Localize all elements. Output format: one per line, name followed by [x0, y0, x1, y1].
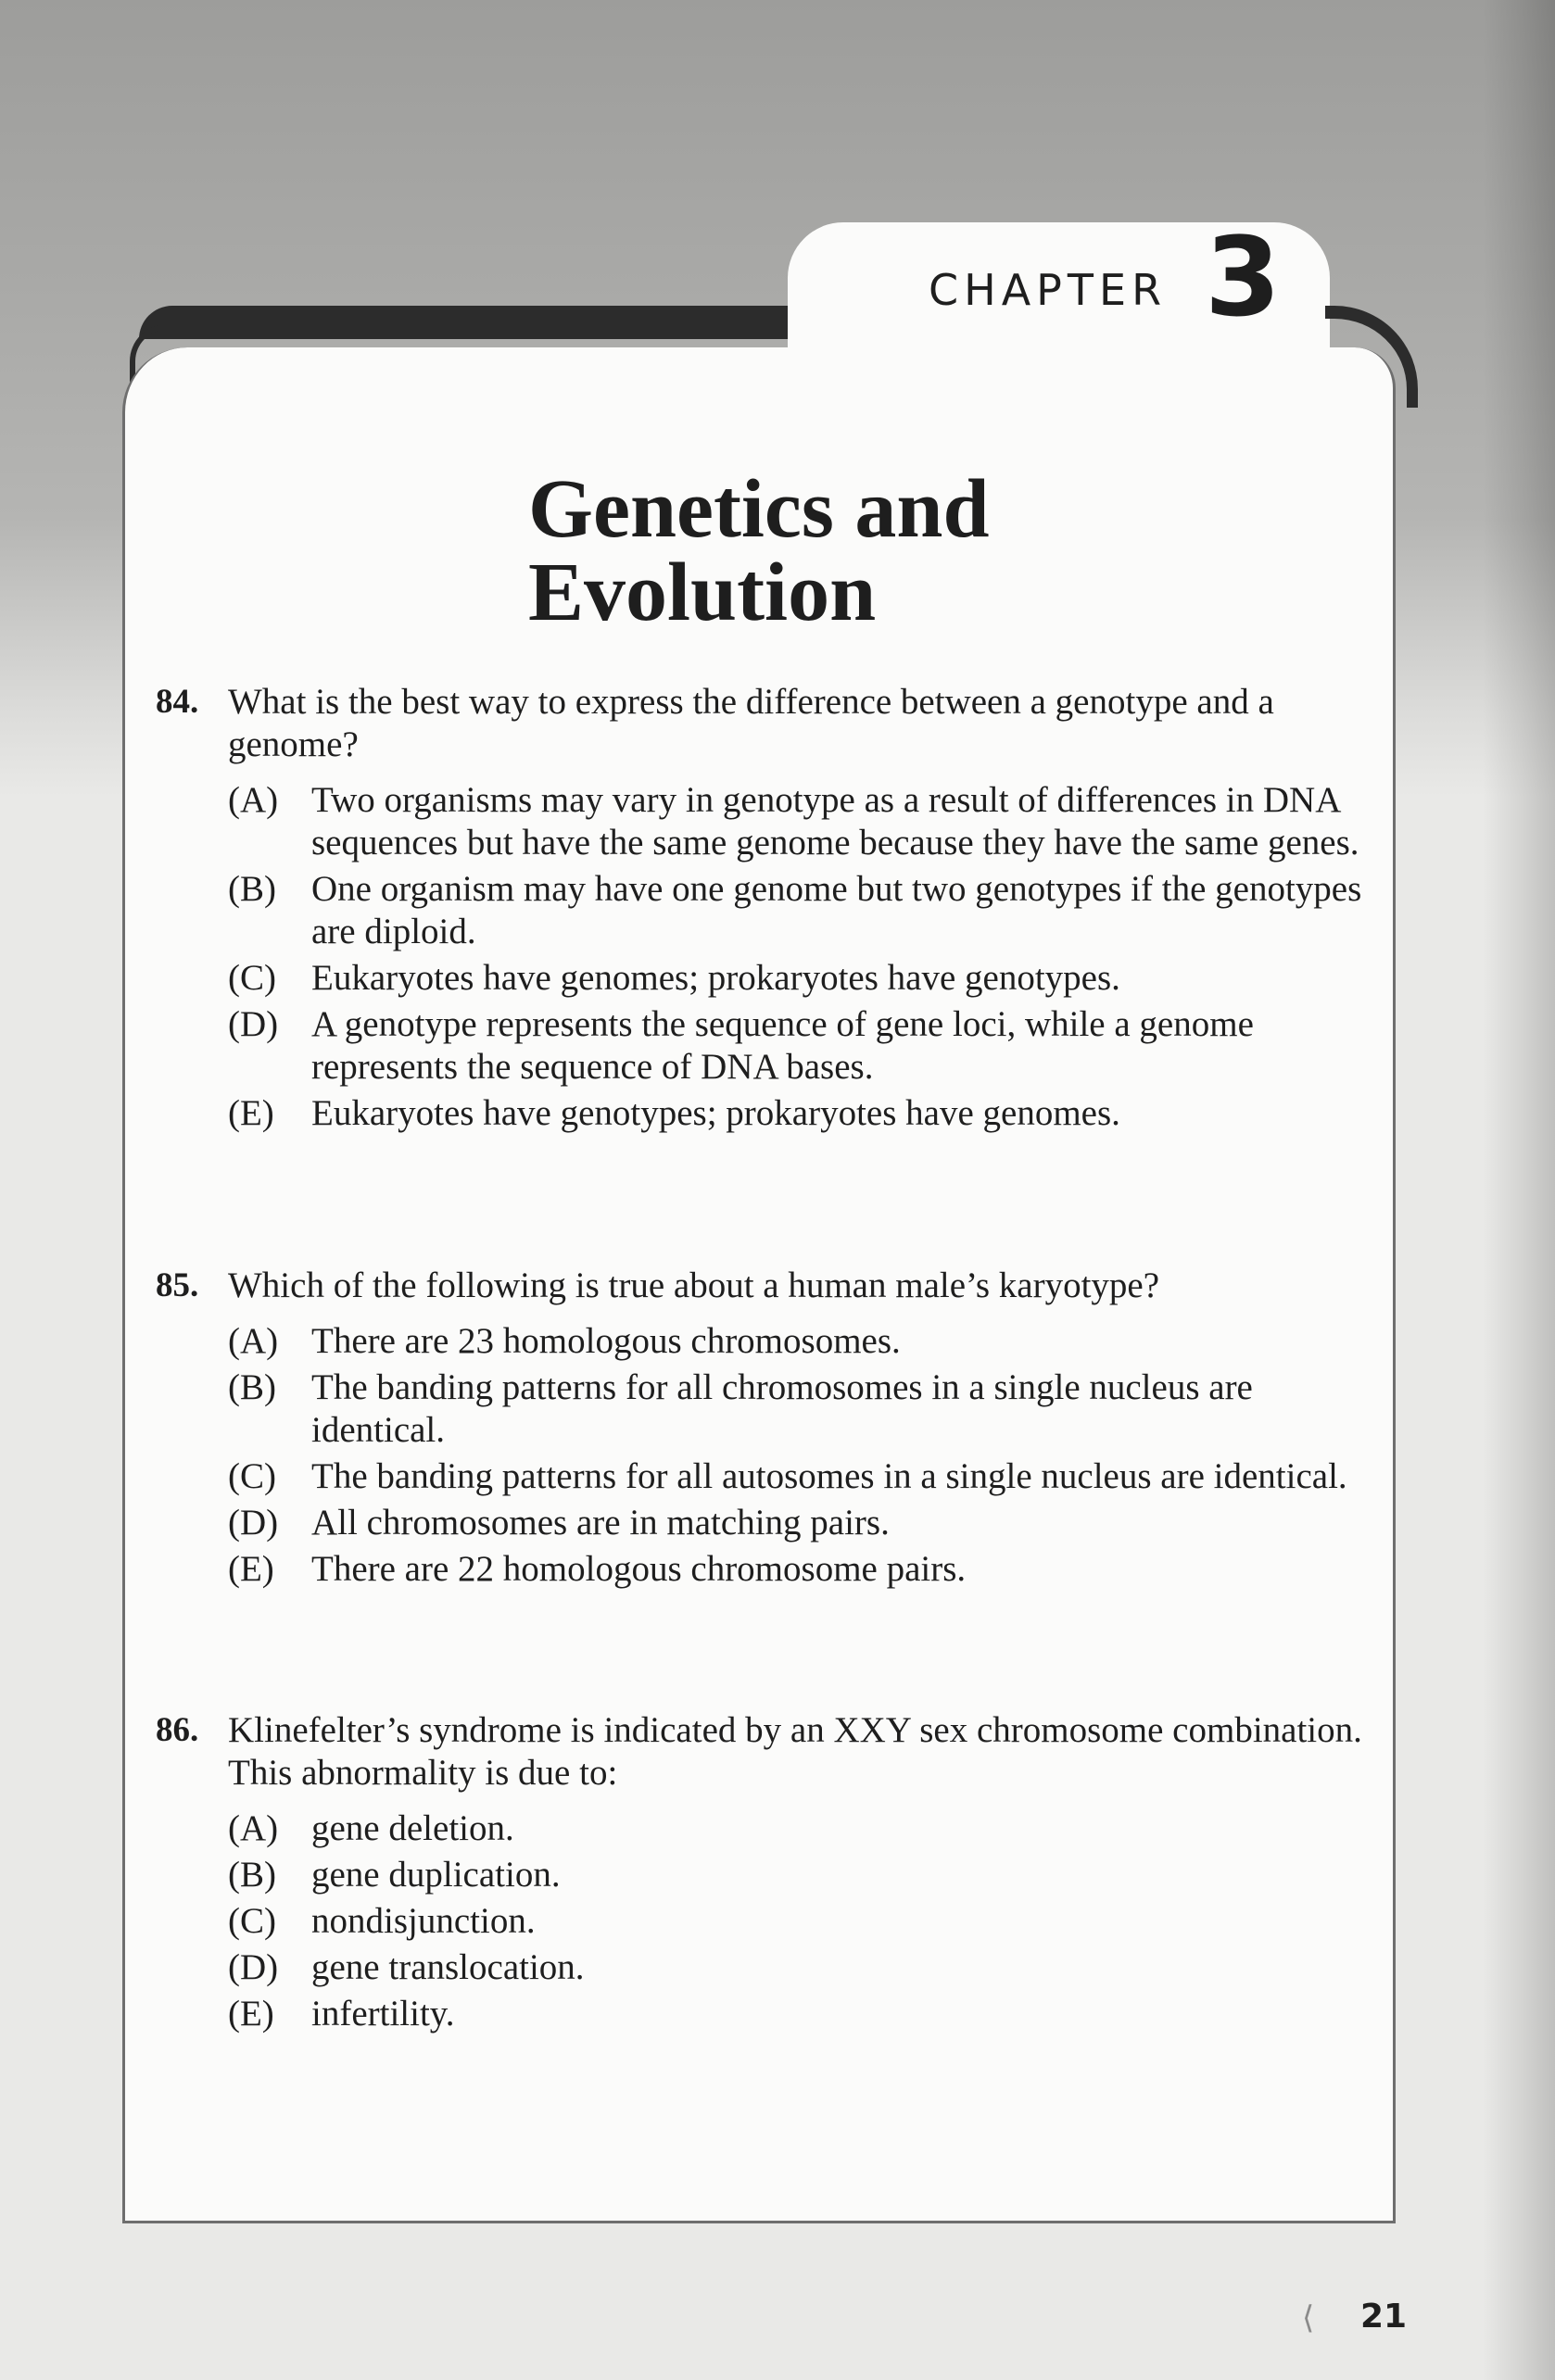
option-letter: (B)	[228, 869, 276, 909]
answer-option-e	[228, 1092, 1379, 1135]
answer-option-a	[228, 779, 1379, 864]
answer-options	[156, 1320, 1379, 1591]
option-text: gene deletion.	[311, 1808, 514, 1848]
answer-option-a	[228, 1320, 1379, 1363]
question-text: What is the best way to express the difference between a genotype and a genome?	[228, 682, 1274, 764]
option-text: Eukaryotes have genomes; prokaryotes have genotypes.	[311, 958, 1120, 998]
page-mark-icon: ⟨	[1302, 2299, 1315, 2336]
option-text: The banding patterns for all autosomes in a single nucleus are identical.	[311, 1456, 1347, 1496]
option-letter: (A)	[228, 1321, 279, 1361]
option-letter: (B)	[228, 1367, 276, 1407]
option-letter: (E)	[228, 1994, 274, 2034]
option-letter: (E)	[228, 1093, 274, 1133]
option-text: One organism may have one genome but two genotypes if the genotypes are diploid.	[311, 869, 1362, 951]
question-number: 84.	[156, 683, 199, 721]
option-text: gene duplication.	[311, 1855, 561, 1895]
answer-options	[156, 1807, 1379, 2035]
option-text: The banding patterns for all chromosomes in a single nucleus are identical.	[311, 1367, 1253, 1450]
option-text: nondisjunction.	[311, 1901, 536, 1941]
question-number: 86.	[156, 1711, 199, 1749]
option-letter: (C)	[228, 1901, 276, 1941]
question-85	[156, 1265, 1379, 1594]
option-text: Two organisms may vary in genotype as a result of differences in DNA sequences but have the same genome because they have the same genes.	[311, 780, 1359, 863]
panel-top-bar	[139, 306, 788, 339]
answer-option-e	[228, 1548, 1379, 1591]
question-stem	[156, 1709, 1379, 1794]
option-letter: (D)	[228, 1503, 279, 1543]
question-84	[156, 681, 1379, 1139]
option-text: Eukaryotes have genotypes; prokaryotes have genomes.	[311, 1093, 1120, 1133]
option-text: There are 22 homologous chromosome pairs.	[311, 1549, 967, 1589]
answer-option-e	[228, 1993, 1379, 2035]
chapter-title: Genetics and Evolution	[528, 463, 990, 638]
option-letter: (D)	[228, 1004, 279, 1044]
answer-option-d	[228, 1946, 1379, 1989]
answer-option-b	[228, 1854, 1379, 1896]
question-text: Klinefelter’s syndrome is indicated by an XXY sex chromosome combination. This abnormality is due to:	[228, 1710, 1362, 1793]
option-text: A genotype represents the sequence of gene loci, while a genome represents the sequence of DNA bases.	[311, 1004, 1254, 1087]
question-stem	[156, 681, 1379, 766]
option-letter: (B)	[228, 1855, 276, 1895]
option-letter: (A)	[228, 1808, 279, 1848]
option-text: infertility.	[311, 1994, 455, 2034]
option-letter: (A)	[228, 780, 279, 820]
answer-option-d	[228, 1502, 1379, 1544]
answer-option-c	[228, 1900, 1379, 1943]
page-number: 21	[1360, 2298, 1408, 2336]
answer-options	[156, 779, 1379, 1135]
option-text: gene translocation.	[311, 1947, 585, 1987]
question-number: 85.	[156, 1266, 199, 1304]
question-stem	[156, 1265, 1379, 1307]
answer-option-b	[228, 868, 1379, 953]
option-letter: (E)	[228, 1549, 274, 1589]
page-edge-shadow	[1483, 0, 1555, 2380]
answer-option-a	[228, 1807, 1379, 1850]
option-text: There are 23 homologous chromosomes.	[311, 1321, 901, 1361]
question-86	[156, 1709, 1379, 2039]
answer-option-b	[228, 1366, 1379, 1452]
option-text: All chromosomes are in matching pairs.	[311, 1503, 890, 1543]
question-text: Which of the following is true about a human male’s karyotype?	[228, 1266, 1160, 1305]
chapter-number: 3	[1205, 213, 1282, 341]
option-letter: (C)	[228, 1456, 276, 1496]
answer-option-c	[228, 1455, 1379, 1498]
answer-option-c	[228, 957, 1379, 1000]
option-letter: (D)	[228, 1947, 279, 1987]
chapter-label: CHAPTER	[929, 265, 1168, 315]
answer-option-d	[228, 1003, 1379, 1089]
option-letter: (C)	[228, 958, 276, 998]
